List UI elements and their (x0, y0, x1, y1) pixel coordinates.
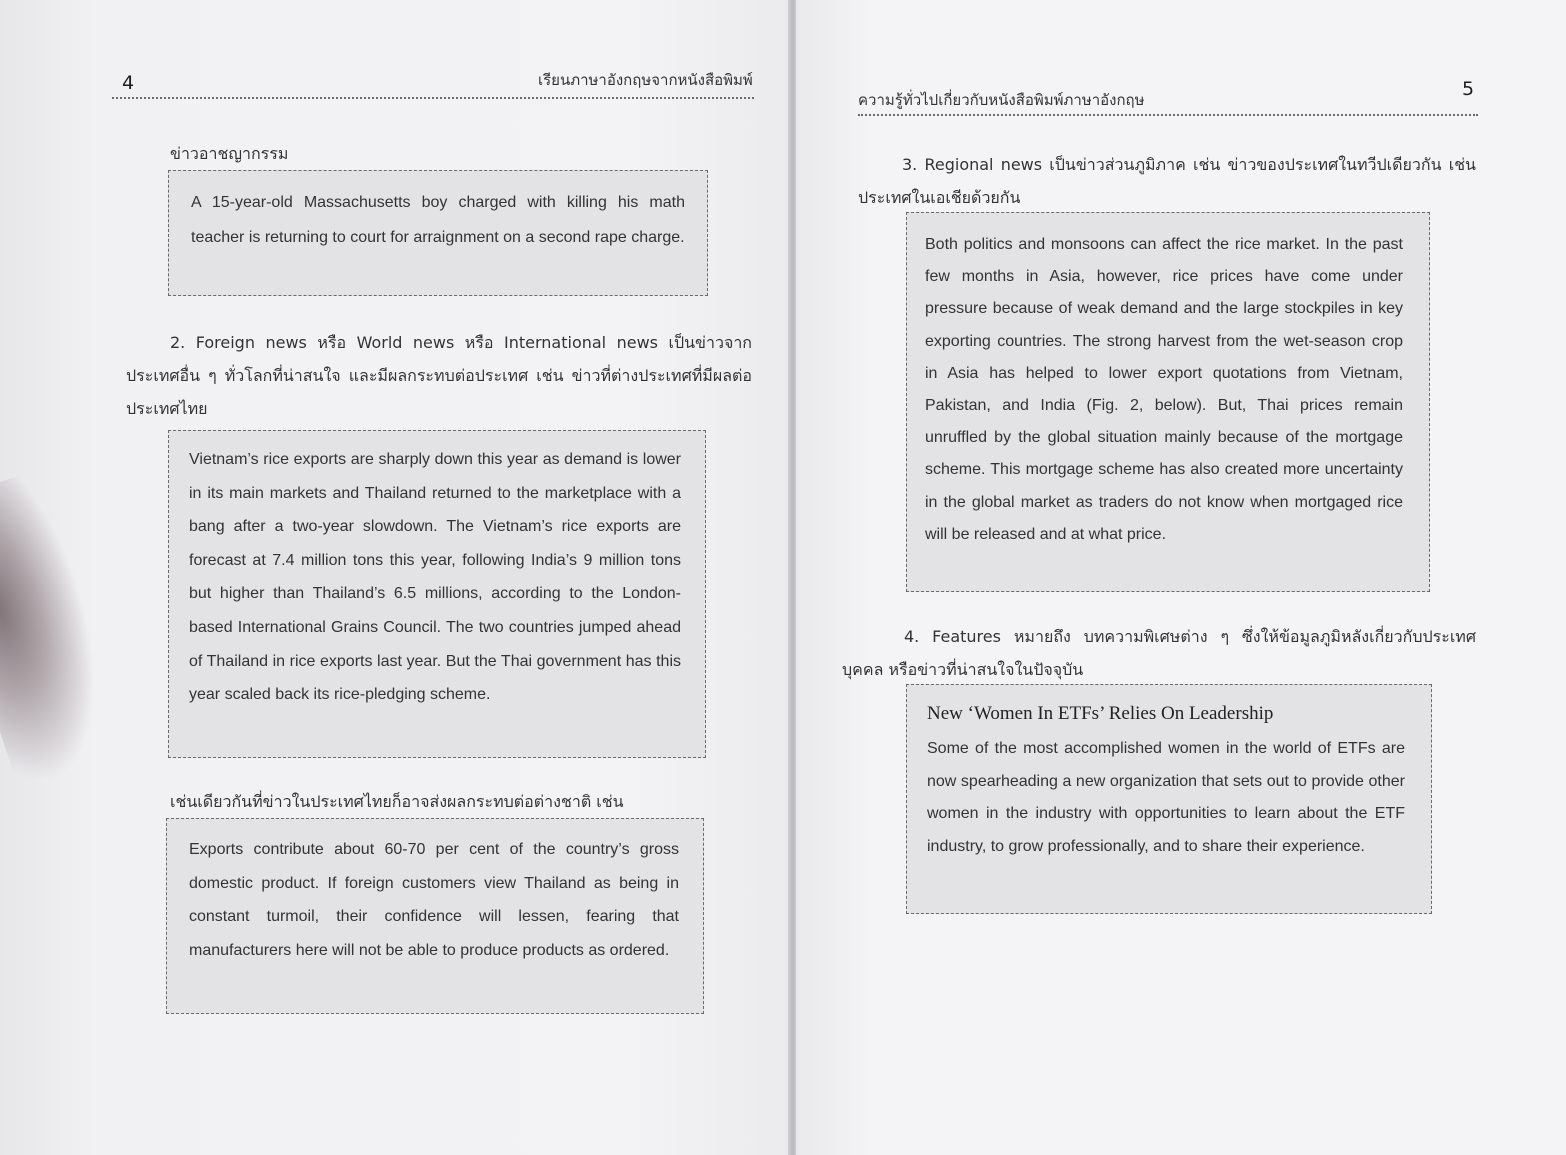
crime-news-label: ข่าวอาชญากรรม (170, 144, 289, 163)
running-head: ความรู้ทั่วไปเกี่ยวกับหนังสือพิมพ์ภาษาอังกฤษ (858, 91, 1145, 109)
rice-exports-text: Vietnam’s rice exports are sharply down this year as demand is lower in its main markets and Thailand returned to the marketplace with a bang after a two-year slowdown. The Vietnam’s rice exports are forecast at 7.4 million tons this year, following India’s 9 million tons but higher than Thailand’s 6.5 millions, according to the London-based International Grains Council. The two countries jumped ahead of Thailand in rice exports last year. But the Thai government has this year scaled back its rice-pledging scheme. (189, 451, 681, 704)
header-rule (112, 97, 754, 99)
page-number: 4 (122, 72, 135, 94)
etf-feature-box (906, 684, 1432, 914)
right-page (796, 0, 1566, 1155)
crime-news-box (168, 170, 708, 296)
features-paragraph: 4. Features หมายถึง บทความพิเศษต่าง ๆ ซึ่งให้ข้อมูลภูมิหลังเกี่ยวกับประเทศ บุคคล หรือข่าวที่น่าสนใจในปัจจุบัน (842, 627, 1476, 679)
crime-news-text: A 15-year-old Massachusetts boy charged with killing his math teacher is returning to court for arraignment on a second rape charge. (191, 194, 685, 246)
exports-text: Exports contribute about 60-70 per cent of the country’s gross domestic product. If foreign customers view Thailand as being in constant turmoil, their confidence will lessen, fearing that manufacturers here will not be able to produce products as ordered. (189, 841, 679, 959)
thai-impact-label: เช่นเดียวกันที่ข่าวในประเทศไทยก็อาจส่งผลกระทบต่อต่างชาติ เช่น (170, 792, 624, 811)
foreign-news-paragraph: 2. Foreign news หรือ World news หรือ International news เป็นข่าวจากประเทศอื่น ๆ ทั่วโลกที่น่าสนใจ และมีผลกระทบต่อประเทศ เช่น ข่าวที่ต่างประเทศที่มีผลต่อประเทศไทย (126, 333, 752, 418)
running-head: เรียนภาษาอังกฤษจากหนังสือพิมพ์ (538, 71, 753, 89)
page-number: 5 (1462, 78, 1475, 100)
exports-box (166, 818, 704, 1014)
etf-feature-title: New ‘Women In ETFs’ Relies On Leadership (927, 703, 1274, 724)
rice-exports-box (168, 430, 706, 758)
etf-feature-text: Some of the most accomplished women in the world of ETFs are now spearheading a new organization that sets out to provide other women in the industry with opportunities to learn about the ETF industry, to grow professionally, and to share their experience. (927, 740, 1405, 855)
page-smudge (0, 469, 133, 791)
regional-news-paragraph: 3. Regional news เป็นข่าวส่วนภูมิภาค เช่น ข่าวของประเทศในทวีปเดียวกัน เช่น ประเทศในเอเชียด้วยกัน (858, 155, 1476, 207)
rice-market-box (906, 212, 1430, 592)
header-rule (858, 114, 1478, 116)
rice-market-text: Both politics and monsoons can affect the rice market. In the past few months in Asia, however, rice prices have come under pressure because of weak demand and the large stockpiles in key exporting countries. The strong harvest from the wet-season crop in Asia has helped to lower export quotations from Vietnam, Pakistan, and India (Fig. 2, below). But, Thai prices remain unruffled by the global situation mainly because of the mortgage scheme. This mortgage scheme has also created more uncertainty in the global market as traders do not know when mortgaged rice will be released and at what price. (925, 236, 1403, 543)
